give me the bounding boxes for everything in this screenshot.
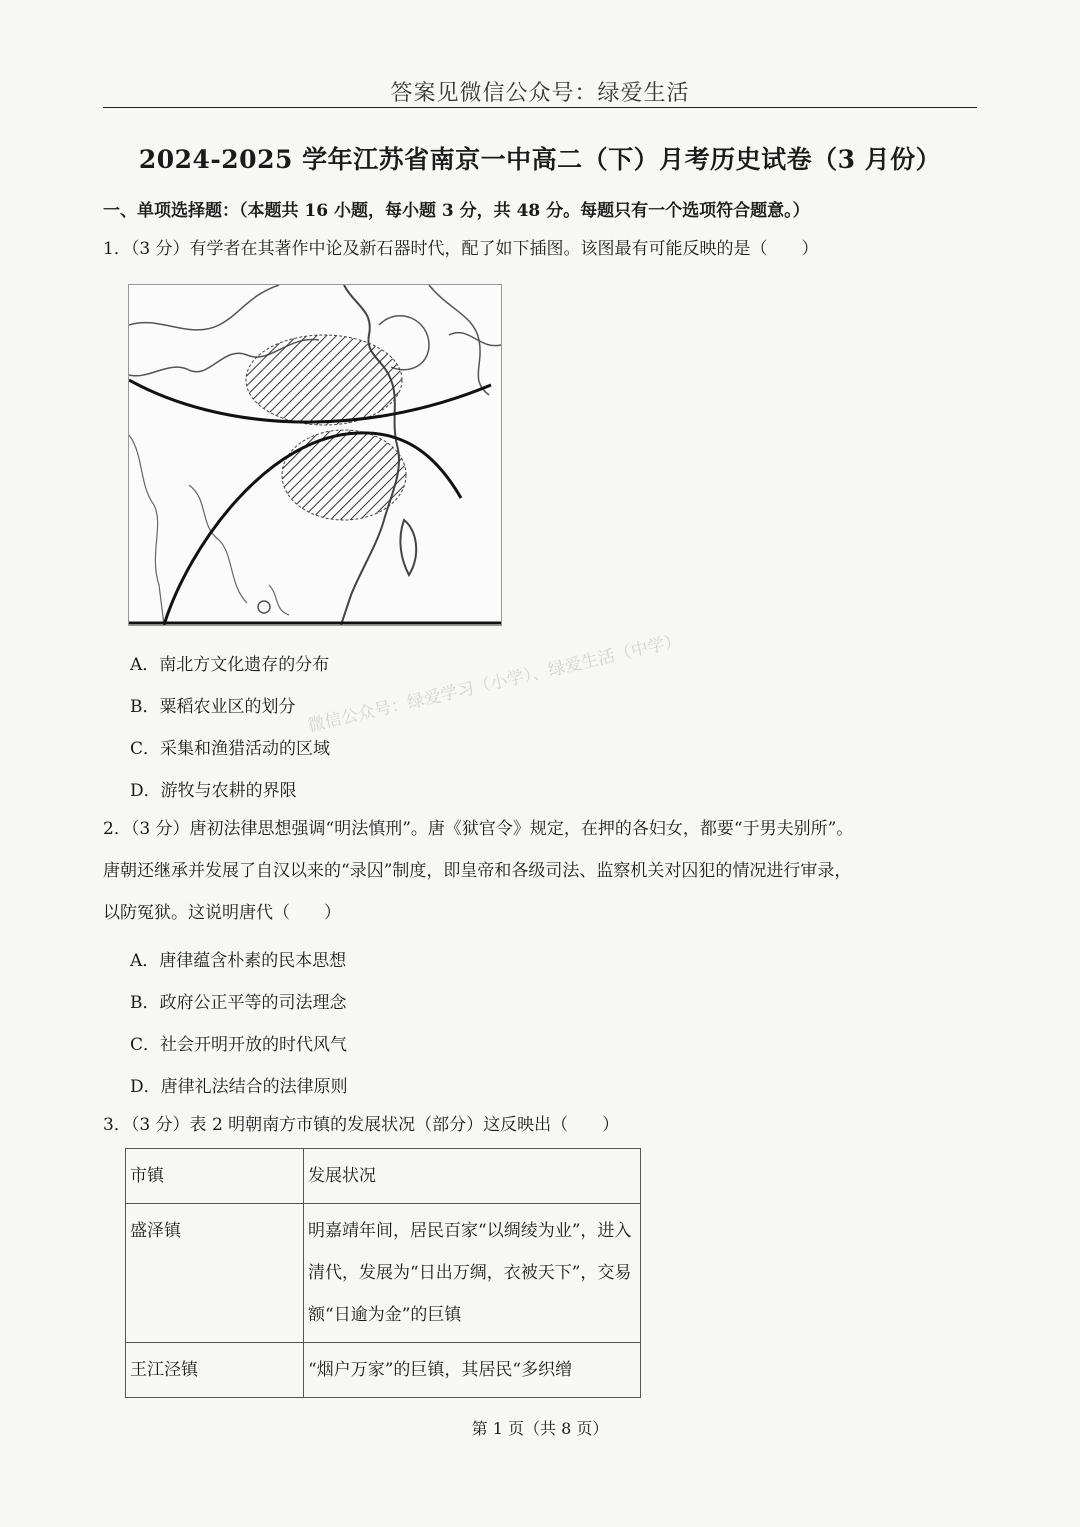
table-row (126, 1204, 641, 1343)
q2-option-b: B．政府公正平等的司法理念 (130, 993, 347, 1013)
q1-option-c: C．采集和渔猎活动的区域 (130, 739, 331, 759)
question-2-line-3: 以防冤狱。这说明唐代（ ） (103, 903, 341, 923)
exam-title: 2024-2025 学年江苏省南京一中高二（下）月考历史试卷（3 月份） (138, 145, 942, 174)
table-header-row (126, 1149, 641, 1204)
table-header-cell: 市镇 (126, 1149, 304, 1204)
watermark: 微信公众号：绿爱学习（小学）、绿爱生活（中学） (306, 630, 684, 737)
q1-option-b: B．粟稻农业区的划分 (130, 697, 296, 717)
question-2-line-1: 2．（3 分）唐初法律思想强调“明法慎刑”。唐《狱官令》规定，在押的各妇女，都要“于男夫别所”。 (103, 819, 854, 839)
section-heading: 一、单项选择题：（本题共 16 小题，每小题 3 分，共 48 分。每题只有一个选项符合题意。） (103, 201, 810, 221)
table-cell-status: “烟户万家”的巨镇，其居民“多织缯 (304, 1343, 641, 1398)
page-footer: 第 1 页（共 8 页） (471, 1419, 609, 1438)
q1-option-d: D．游牧与农耕的界限 (130, 781, 297, 801)
market-town-table (125, 1148, 641, 1398)
page-header: 答案见微信公众号：绿爱生活 (390, 81, 690, 106)
table-cell-town: 王江泾镇 (126, 1343, 304, 1398)
q2-option-d: D．唐律礼法结合的法律原则 (130, 1077, 348, 1097)
question-3-stem: 3．（3 分）表 2 明朝南方市镇的发展状况（部分）这反映出（ ） (103, 1115, 620, 1135)
question-1-stem: 1．（3 分）有学者在其著作中论及新石器时代，配了如下插图。该图最有可能反映的是（ ） (103, 239, 819, 259)
table-header-cell: 发展状况 (304, 1149, 641, 1204)
q2-option-a: A．唐律蕴含朴素的民本思想 (130, 951, 347, 971)
header-divider (103, 107, 977, 108)
q2-option-c: C．社会开明开放的时代风气 (130, 1035, 348, 1055)
table-cell-town: 盛泽镇 (126, 1204, 304, 1343)
table-row (126, 1343, 641, 1398)
question-2-line-2: 唐朝还继承并发展了自汉以来的“录囚”制度，即皇帝和各级司法、监察机关对囚犯的情况进行审录， (103, 861, 852, 881)
table-cell-status: 明嘉靖年间，居民百家“以绸绫为业”，进入清代，发展为“日出万绸，衣被天下”，交易额“日逾为金”的巨镇 (304, 1204, 641, 1343)
neolithic-map-figure (128, 284, 502, 626)
q1-option-a: A．南北方文化遗存的分布 (130, 655, 330, 675)
map-illustration (129, 285, 501, 625)
